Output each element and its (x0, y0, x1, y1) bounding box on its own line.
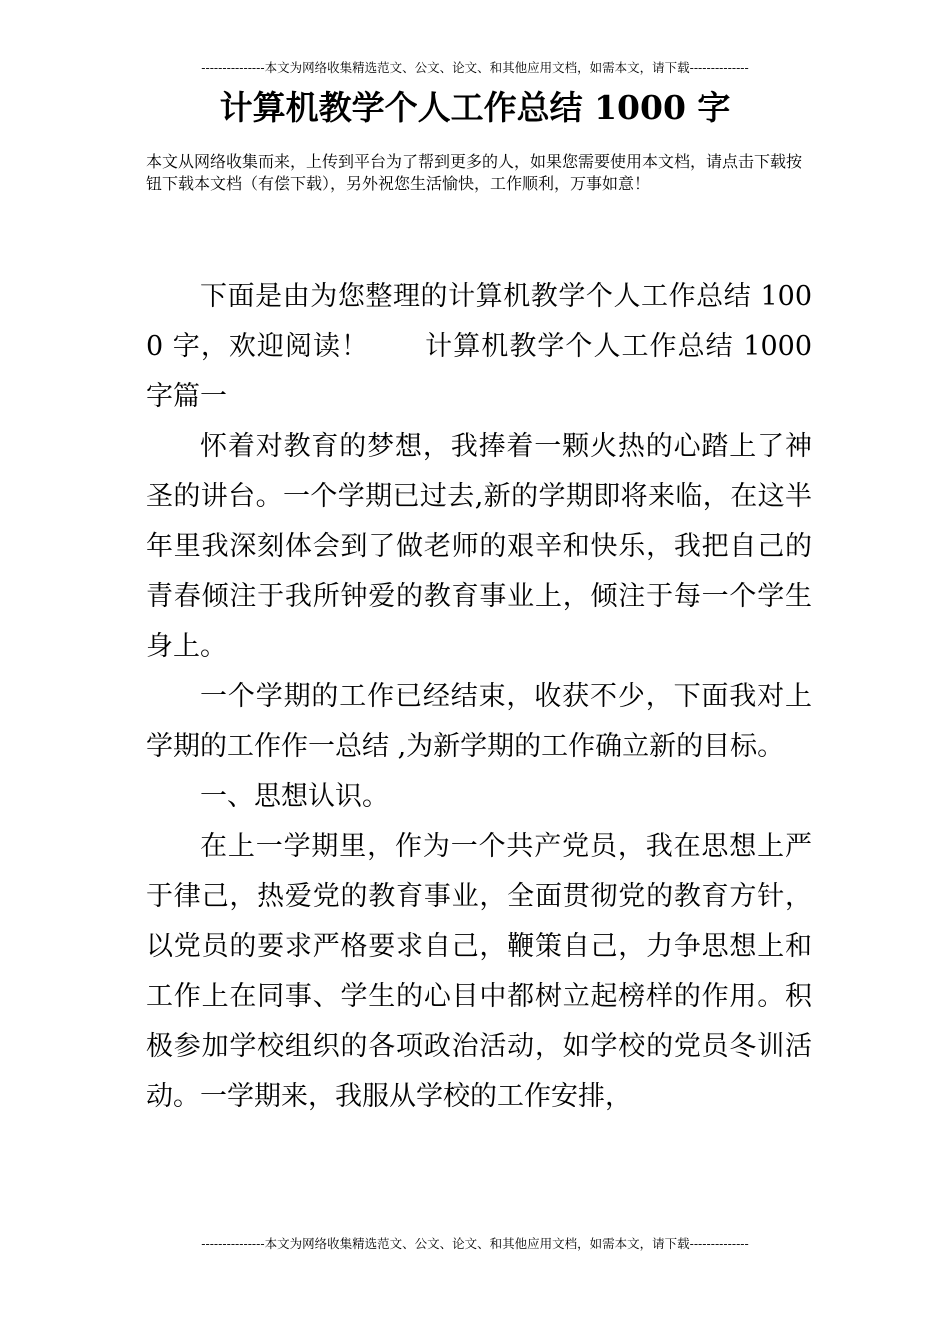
intro-notice: 本文从网络收集而来，上传到平台为了帮到更多的人，如果您需要使用本文档，请点击下载按钮下载本文档（有偿下载），另外祝您生活愉快，工作顺利，万事如意！ (146, 152, 803, 193)
paragraph: 怀着对教育的梦想，我捧着一颗火热的心踏上了神圣的讲台。一个学期已过去,新的学期即将来临，在这半年里我深刻体会到了做老师的艰辛和快乐，我把自己的青春倾注于我所钟爱的教育事业上，倾注于每一个学生身上。 (146, 431, 812, 662)
footer-banner: ---------------本文为网络收集精选范文、公文、论文、和其他应用文档，如需本文，请下载-------------- (201, 1236, 749, 1251)
document-title: 计算机教学个人工作总结 1000 字 (219, 88, 731, 127)
paragraph-intro: 下面是由为您整理的计算机教学个人工作总结 1000 字，欢迎阅读！ 计算机教学个人工作总结 1000 字篇一 (146, 281, 812, 412)
header-banner: ---------------本文为网络收集精选范文、公文、论文、和其他应用文档，如需本文，请下载-------------- (201, 60, 749, 75)
paragraph: 在上一学期里，作为一个共产党员，我在思想上严于律己，热爱党的教育事业，全面贯彻党的教育方针，以党员的要求严格要求自己，鞭策自己，力争思想上和工作上在同事、学生的心目中都树立起榜样的作用。积极参加学校组织的各项政治活动，如学校的党员冬训活动。一学期来，我服从学校的工作安排， (146, 831, 812, 1112)
document-body (146, 272, 812, 1122)
paragraph: 一个学期的工作已经结束，收获不少，下面我对上学期的工作作一总结 ,为新学期的工作确立新的目标。 (146, 681, 812, 762)
section-heading: 一、思想认识。 (200, 781, 389, 812)
